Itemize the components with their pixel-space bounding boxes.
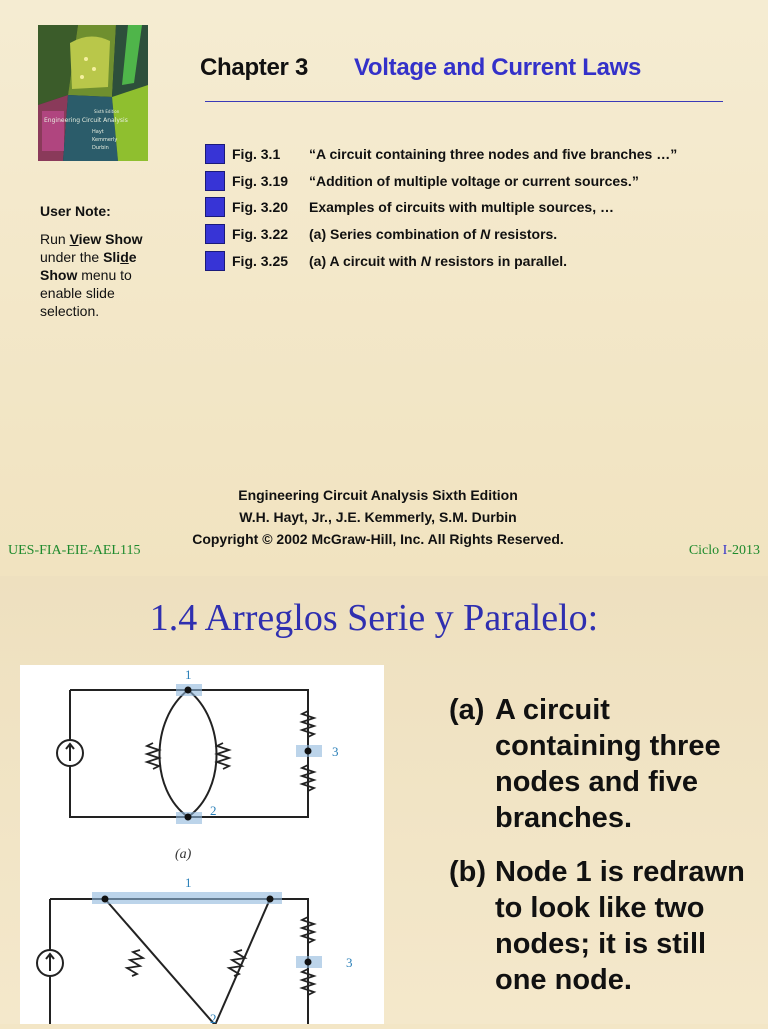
note-text: Sli bbox=[103, 249, 121, 265]
cover-author-3: Durbin bbox=[92, 145, 109, 151]
variable-n: N bbox=[480, 226, 491, 242]
credit-line-authors: W.H. Hayt, Jr., J.E. Kemmerly, S.M. Durbin bbox=[239, 509, 517, 525]
figure-number: Fig. 3.22 bbox=[232, 226, 289, 242]
node-label-1: 1 bbox=[185, 667, 192, 682]
bullet-label: (b) bbox=[449, 856, 487, 888]
figure-description bbox=[309, 253, 567, 269]
node-label-1b: 1 bbox=[185, 875, 192, 890]
node-label-2: 2 bbox=[210, 803, 217, 818]
figure-caption-a: (a) bbox=[175, 847, 192, 862]
credit-line-title: Engineering Circuit Analysis Sixth Edition bbox=[238, 487, 518, 503]
footer-cycle-suffix: -2013 bbox=[727, 543, 760, 558]
bullet-a bbox=[449, 692, 759, 836]
figure-number: Fig. 3.20 bbox=[232, 199, 289, 215]
chapter-title: Voltage and Current Laws bbox=[354, 54, 642, 81]
note-text: e bbox=[128, 249, 137, 265]
action-button-square[interactable] bbox=[205, 224, 225, 244]
figure-description: “Addition of multiple voltage or current sources.” bbox=[309, 173, 639, 189]
note-text: Run bbox=[40, 231, 70, 247]
cover-edition: Sixth Edition bbox=[94, 109, 120, 114]
footer-course-code: UES-FIA-EIE-AEL115 bbox=[8, 543, 141, 558]
bullet-text: Node 1 is redrawn to look like two nodes; it is still one node. bbox=[495, 856, 745, 996]
title-divider bbox=[205, 101, 723, 102]
action-button-square[interactable] bbox=[205, 144, 225, 164]
node-label-3b: 3 bbox=[346, 955, 353, 970]
footer-cycle bbox=[689, 543, 760, 559]
figure-description: Examples of circuits with multiple sources, … bbox=[309, 199, 614, 215]
chapter-label: Chapter 3 bbox=[200, 54, 308, 81]
footer-cycle-accent: I bbox=[722, 543, 728, 558]
figure-number: Fig. 3.1 bbox=[232, 146, 281, 162]
note-text: Show bbox=[40, 267, 78, 283]
figure-description-text: resistors in parallel. bbox=[430, 253, 568, 269]
user-note-title: User Note: bbox=[40, 203, 111, 219]
figure-number: Fig. 3.25 bbox=[232, 253, 289, 269]
underlined-letter: d bbox=[120, 249, 129, 265]
figure-description-text: (a) Series combination of bbox=[309, 226, 481, 242]
figure-description-text: (a) A circuit with bbox=[309, 253, 421, 269]
figure-number: Fig. 3.19 bbox=[232, 173, 289, 189]
circuit-diagram bbox=[20, 665, 384, 1024]
user-note-body bbox=[40, 230, 165, 320]
action-button-square[interactable] bbox=[205, 251, 225, 271]
cover-title: Engineering Circuit Analysis bbox=[44, 117, 128, 124]
note-view-show bbox=[70, 231, 143, 247]
slide-series-parallel bbox=[0, 576, 768, 1024]
figure-description: “A circuit containing three nodes and five branches …” bbox=[309, 146, 678, 162]
underlined-letter: V bbox=[69, 231, 79, 247]
slide-title: 1.4 Arreglos Serie y Paralelo: bbox=[149, 597, 599, 639]
note-text: under the bbox=[40, 249, 104, 265]
footer-cycle-prefix: Ciclo bbox=[688, 543, 723, 558]
note-text: menu to enable slide selection. bbox=[40, 267, 132, 319]
cover-author-1: Hayt bbox=[92, 129, 104, 135]
node-label-2b: 2 bbox=[210, 1011, 217, 1024]
book-cover-image bbox=[38, 25, 148, 161]
note-text: iew Show bbox=[78, 231, 143, 247]
credit-line-copyright: Copyright © 2002 McGraw-Hill, Inc. All Rights Reserved. bbox=[192, 531, 564, 547]
action-button-square[interactable] bbox=[205, 197, 225, 217]
bullet-label: (a) bbox=[449, 694, 485, 726]
variable-n: N bbox=[420, 253, 431, 269]
node-label-3: 3 bbox=[332, 744, 339, 759]
action-button-square[interactable] bbox=[205, 171, 225, 191]
circuit-figure-panel bbox=[20, 665, 384, 1024]
cover-author-2: Kemmerly bbox=[92, 137, 118, 143]
figure-description-text: resistors. bbox=[490, 226, 558, 242]
figure-description bbox=[309, 226, 557, 242]
bullet-text: A circuit containing three nodes and five branches. bbox=[495, 694, 721, 834]
bullet-b bbox=[449, 854, 759, 998]
